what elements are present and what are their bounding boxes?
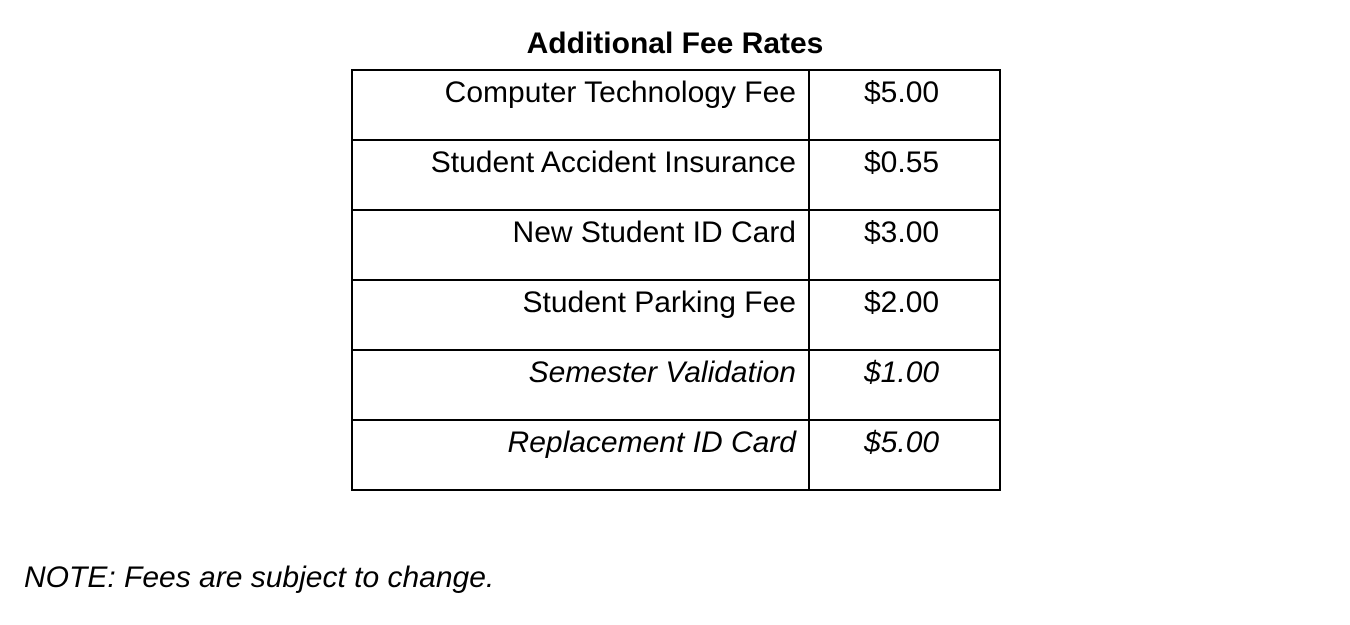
table-row (352, 420, 1000, 490)
page-title: Additional Fee Rates (526, 27, 824, 60)
fee-name: Student Parking Fee (352, 280, 809, 350)
fee-name: Semester Validation (352, 350, 809, 420)
fee-name: Student Accident Insurance (352, 140, 809, 210)
fee-amount: $2.00 (809, 280, 1000, 350)
table-row (352, 140, 1000, 210)
fee-amount: $0.55 (809, 140, 1000, 210)
table-row (352, 350, 1000, 420)
fee-amount: $3.00 (809, 210, 1000, 280)
fee-name: New Student ID Card (352, 210, 809, 280)
fee-rates-table (351, 69, 1001, 491)
fee-name: Replacement ID Card (352, 420, 809, 490)
fees-note: NOTE: Fees are subject to change. (24, 561, 495, 594)
fee-amount: $1.00 (809, 350, 1000, 420)
fee-name: Computer Technology Fee (352, 70, 809, 140)
table-row (352, 70, 1000, 140)
table-row (352, 280, 1000, 350)
fee-amount: $5.00 (809, 420, 1000, 490)
fee-amount: $5.00 (809, 70, 1000, 140)
table-row (352, 210, 1000, 280)
